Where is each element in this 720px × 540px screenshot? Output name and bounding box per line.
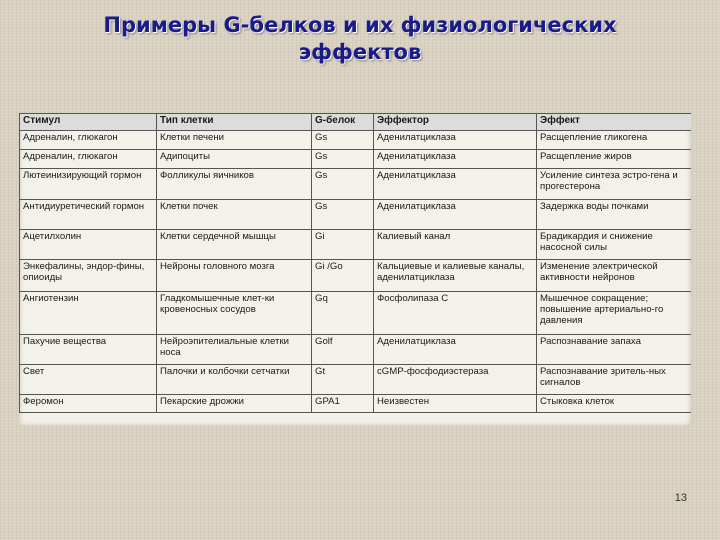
cell-effector: Калиевый канал bbox=[374, 230, 537, 260]
cell-cell-type: Клетки печени bbox=[157, 131, 312, 150]
g-protein-table bbox=[19, 113, 691, 413]
cell-effect: Изменение электрической активности нейронов bbox=[537, 260, 692, 292]
cell-stimulus: Ангиотензин bbox=[20, 292, 157, 335]
cell-cell-type: Палочки и колбочки сетчатки bbox=[157, 365, 312, 395]
table-row bbox=[20, 395, 692, 413]
column-header-effect: Эффект bbox=[537, 114, 692, 131]
cell-effector: Аденилатциклаза bbox=[374, 131, 537, 150]
cell-g-protein: Gs bbox=[312, 169, 374, 200]
cell-effect: Расщепление гликогена bbox=[537, 131, 692, 150]
slide-title-line-2: эффектов bbox=[298, 40, 422, 64]
table-row bbox=[20, 260, 692, 292]
cell-cell-type: Гладкомышечные клет-ки кровеносных сосудов bbox=[157, 292, 312, 335]
slide-title bbox=[40, 12, 680, 66]
column-header-stimulus: Стимул bbox=[20, 114, 157, 131]
cell-stimulus: Свет bbox=[20, 365, 157, 395]
cell-cell-type: Адипоциты bbox=[157, 150, 312, 169]
column-header-g-protein: G-белок bbox=[312, 114, 374, 131]
cell-g-protein: Gs bbox=[312, 131, 374, 150]
cell-g-protein: GPA1 bbox=[312, 395, 374, 413]
cell-stimulus: Пахучие вещества bbox=[20, 335, 157, 365]
cell-effector: Неизвестен bbox=[374, 395, 537, 413]
cell-cell-type: Фолликулы яичников bbox=[157, 169, 312, 200]
cell-g-protein: Golf bbox=[312, 335, 374, 365]
cell-stimulus: Ацетилхолин bbox=[20, 230, 157, 260]
cell-effector: Аденилатциклаза bbox=[374, 200, 537, 230]
column-header-cell-type: Тип клетки bbox=[157, 114, 312, 131]
cell-g-protein: Gs bbox=[312, 200, 374, 230]
slide-title-line-1: Примеры G-белков и их физиологических bbox=[103, 13, 617, 37]
cell-cell-type: Нейроны головного мозга bbox=[157, 260, 312, 292]
cell-g-protein: Gi /Go bbox=[312, 260, 374, 292]
table-row bbox=[20, 292, 692, 335]
cell-effect: Распознавание запаха bbox=[537, 335, 692, 365]
table-row bbox=[20, 150, 692, 169]
cell-stimulus: Антидиуретический гормон bbox=[20, 200, 157, 230]
cell-effect: Распознавание зритель-ных сигналов bbox=[537, 365, 692, 395]
cell-effector: Аденилатциклаза bbox=[374, 150, 537, 169]
table-row bbox=[20, 230, 692, 260]
cell-effector: Кальциевые и калиевые каналы, аденилатциклаза bbox=[374, 260, 537, 292]
cell-g-protein: Gq bbox=[312, 292, 374, 335]
cell-g-protein: Gi bbox=[312, 230, 374, 260]
cell-cell-type: Клетки сердечной мышцы bbox=[157, 230, 312, 260]
table-row bbox=[20, 335, 692, 365]
cell-effect: Задержка воды почками bbox=[537, 200, 692, 230]
cell-stimulus: Феромон bbox=[20, 395, 157, 413]
cell-stimulus: Энкефалины, эндор-фины, опиоиды bbox=[20, 260, 157, 292]
table-row bbox=[20, 169, 692, 200]
column-header-effector: Эффектор bbox=[374, 114, 537, 131]
cell-effector: Аденилатциклаза bbox=[374, 335, 537, 365]
table-row bbox=[20, 131, 692, 150]
cell-effect: Усиление синтеза эстро-гена и прогестерона bbox=[537, 169, 692, 200]
cell-stimulus: Адреналин, глюкагон bbox=[20, 150, 157, 169]
cell-effect: Стыковка клеток bbox=[537, 395, 692, 413]
cell-g-protein: Gt bbox=[312, 365, 374, 395]
table-row bbox=[20, 365, 692, 395]
table-row bbox=[20, 200, 692, 230]
cell-cell-type: Нейроэпителиальные клетки носа bbox=[157, 335, 312, 365]
cell-cell-type: Клетки почек bbox=[157, 200, 312, 230]
table-header-row bbox=[20, 114, 692, 131]
g-protein-table-image bbox=[19, 113, 691, 426]
cell-effect: Брадикардия и снижение насосной силы bbox=[537, 230, 692, 260]
cell-g-protein: Gs bbox=[312, 150, 374, 169]
cell-effector: cGMP-фосфодиэстераза bbox=[374, 365, 537, 395]
cell-cell-type: Пекарские дрожжи bbox=[157, 395, 312, 413]
cell-effector: Фосфолипаза С bbox=[374, 292, 537, 335]
cell-stimulus: Лютеинизирующий гормон bbox=[20, 169, 157, 200]
cell-effect: Расщепление жиров bbox=[537, 150, 692, 169]
cell-effect: Мышечное сокращение; повышение артериально-го давления bbox=[537, 292, 692, 335]
cell-stimulus: Адреналин, глюкагон bbox=[20, 131, 157, 150]
cell-effector: Аденилатциклаза bbox=[374, 169, 537, 200]
page-number: 13 bbox=[674, 492, 687, 504]
